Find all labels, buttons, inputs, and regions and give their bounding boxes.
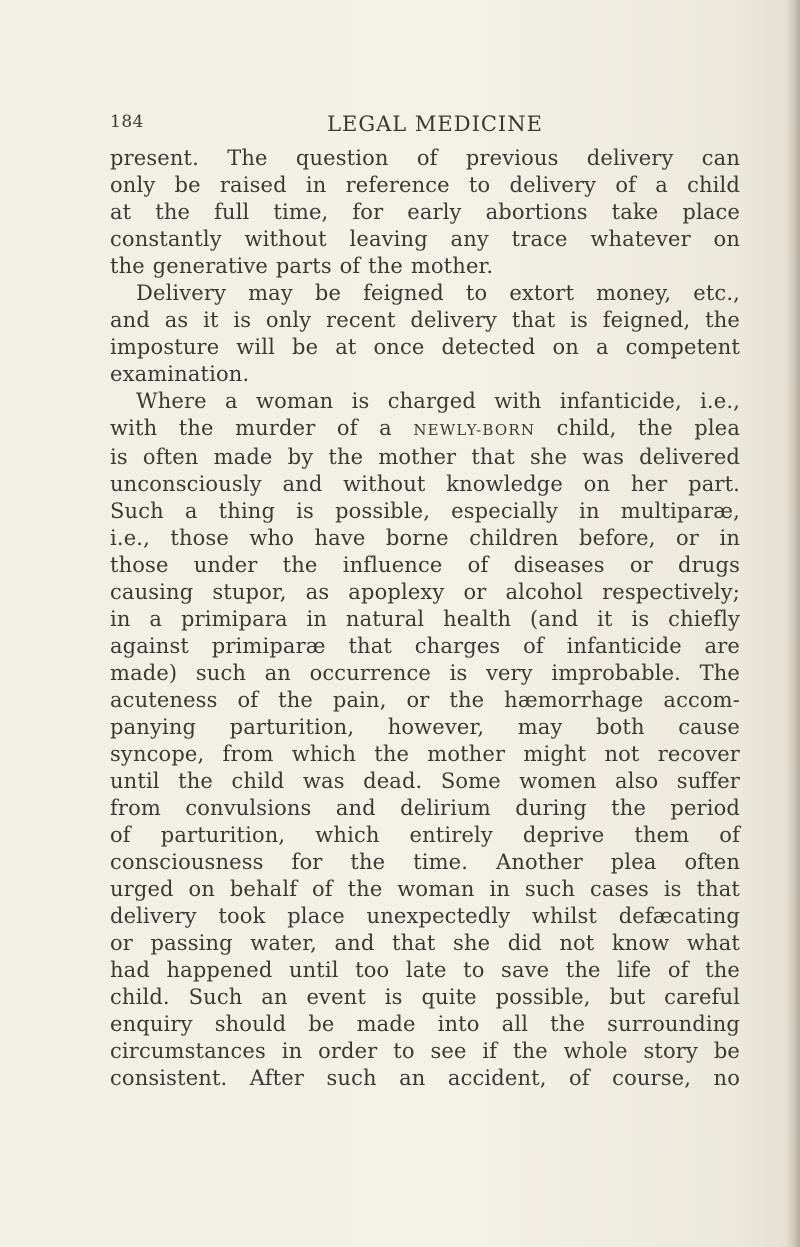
page-edge-shadow — [786, 0, 800, 1247]
text-line: imposture will be at once detected on a competent — [110, 335, 740, 359]
text-line — [110, 415, 740, 444]
text-line: those under the influence of diseases or drugs — [110, 553, 740, 577]
text-line: had happened until too late to save the life of the — [110, 958, 740, 982]
text-line: in a primipara in natural health (and it is chiefly — [110, 607, 740, 631]
page-header — [110, 112, 740, 142]
text-line: urged on behalf of the woman in such cases is that — [110, 877, 740, 901]
text-line: panying parturition, however, may both cause — [110, 715, 740, 739]
smallcaps-term: NEWLY-BORN — [413, 421, 536, 439]
text-line: present. The question of previous delivery can — [110, 146, 740, 170]
text-line: against primiparæ that charges of infanticide are — [110, 634, 740, 658]
text-line: the generative parts of the mother. — [110, 254, 494, 278]
text-line: Such a thing is possible, especially in multiparæ, — [110, 499, 740, 523]
text-line: examination. — [110, 362, 250, 386]
text-line: unconsciously and without knowledge on her part. — [110, 472, 740, 496]
text-line: Where a woman is charged with infanticide, i.e., — [136, 389, 740, 413]
text-line: delivery took place unexpectedly whilst defæcating — [110, 904, 740, 928]
body-text — [110, 145, 740, 1092]
paragraph — [110, 145, 740, 280]
paragraph — [110, 388, 740, 1092]
text-line: only be raised in reference to delivery of a child — [110, 173, 740, 197]
paragraph — [110, 280, 740, 388]
page-number: 184 — [110, 112, 144, 132]
text-fragment: with the murder of a — [110, 416, 414, 440]
text-line: syncope, from which the mother might not recover — [110, 742, 740, 766]
text-line: and as it is only recent delivery that is feigned, the — [110, 308, 740, 332]
text-line: enquiry should be made into all the surrounding — [110, 1012, 740, 1036]
text-line: constantly without leaving any trace whatever on — [110, 227, 740, 251]
text-line: consciousness for the time. Another plea often — [110, 850, 740, 874]
text-fragment: child, the plea — [535, 416, 740, 440]
text-line: i.e., those who have borne children before, or in — [110, 526, 740, 550]
running-head: LEGAL MEDICINE — [327, 112, 543, 136]
text-line: or passing water, and that she did not know what — [110, 931, 740, 955]
text-line: made) such an occurrence is very improbable. The — [110, 661, 740, 685]
text-line: Delivery may be feigned to extort money, etc., — [136, 281, 740, 305]
text-line: until the child was dead. Some women also suffer — [110, 769, 740, 793]
text-line: consistent. After such an accident, of course, no — [110, 1066, 740, 1090]
text-line: of parturition, which entirely deprive them of — [110, 823, 740, 847]
text-line: circumstances in order to see if the whole story be — [110, 1039, 740, 1063]
text-line: causing stupor, as apoplexy or alcohol respectively; — [110, 580, 740, 604]
text-line: acuteness of the pain, or the hæmorrhage accom- — [110, 688, 740, 712]
text-line: child. Such an event is quite possible, but careful — [110, 985, 740, 1009]
text-line: is often made by the mother that she was delivered — [110, 445, 740, 469]
text-line: at the full time, for early abortions take place — [110, 200, 740, 224]
text-line: from convulsions and delirium during the period — [110, 796, 740, 820]
